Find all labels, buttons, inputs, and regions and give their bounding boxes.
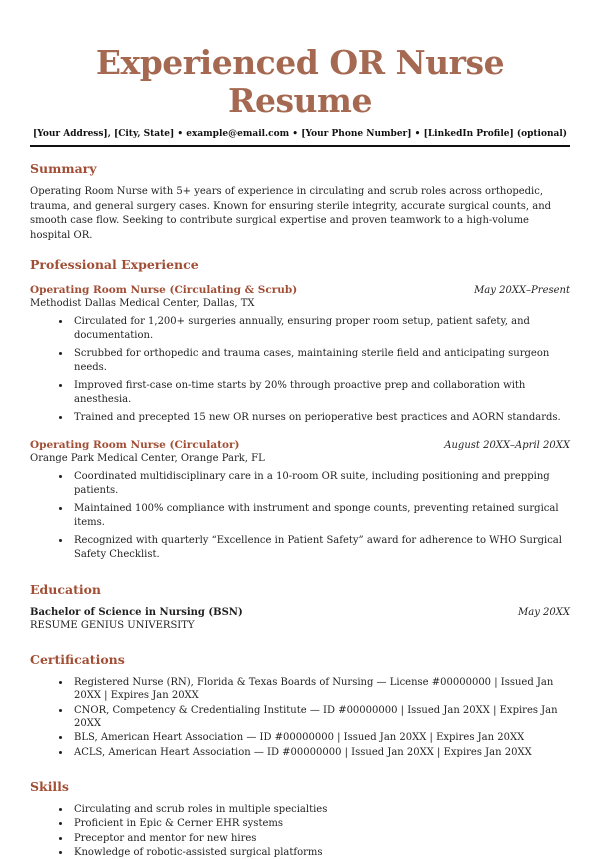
job-dates: August 20XX–April 20XX <box>444 440 570 451</box>
job-bullet: • Trained and precepted 15 new OR nurses on perioperative best practices and AORN standards. <box>71 411 570 425</box>
school-name: RESUME GENIUS UNIVERSITY <box>30 619 570 632</box>
degree-name: Bachelor of Science in Nursing (BSN) <box>30 606 243 619</box>
certification-item: • CNOR, Competency & Credentialing Institute — ID #00000000 | Issued Jan 20XX | Expires Jan 20XX <box>71 704 570 730</box>
job-bullet-list <box>30 470 570 562</box>
header-divider <box>30 145 570 147</box>
skills-heading: Skills <box>30 779 570 794</box>
job-bullet: • Coordinated multidisciplinary care in a 10-room OR suite, including positioning and prepping patients. <box>71 470 570 498</box>
job-bullet-list <box>30 315 570 425</box>
job-header <box>30 439 570 452</box>
section-experience <box>30 257 570 562</box>
section-certifications <box>30 652 570 759</box>
job-header <box>30 284 570 297</box>
job-bullet: • Scrubbed for orthopedic and trauma cases, maintaining sterile field and anticipating surgeon needs. <box>71 347 570 375</box>
certification-item: • ACLS, American Heart Association — ID #00000000 | Issued Jan 20XX | Expires Jan 20XX <box>71 746 570 759</box>
skill-item: • Proficient in Epic & Cerner EHR systems <box>71 817 570 830</box>
summary-heading: Summary <box>30 161 570 176</box>
skill-list <box>30 803 570 859</box>
job-bullet: • Circulated for 1,200+ surgeries annually, ensuring proper room setup, patient safety, and documentation. <box>71 315 570 343</box>
job-title: Operating Room Nurse (Circulator) <box>30 439 240 452</box>
job-bullet: • Maintained 100% compliance with instrument and sponge counts, preventing retained surgical items. <box>71 502 570 530</box>
section-education <box>30 582 570 632</box>
certification-item: • Registered Nurse (RN), Florida & Texas Boards of Nursing — License #00000000 | Issued Jan 20XX | Expires Jan 20XX <box>71 676 570 702</box>
skill-item: • Preceptor and mentor for new hires <box>71 832 570 845</box>
experience-heading: Professional Experience <box>30 257 570 272</box>
job-company: Methodist Dallas Medical Center, Dallas, TX <box>30 297 570 310</box>
job-dates: May 20XX–Present <box>474 285 570 296</box>
education-dates: May 20XX <box>518 607 570 618</box>
skill-item: • Knowledge of robotic-assisted surgical platforms <box>71 846 570 859</box>
page-title: Experienced OR Nurse Resume <box>30 44 570 120</box>
certifications-heading: Certifications <box>30 652 570 667</box>
summary-text: Operating Room Nurse with 5+ years of experience in circulating and scrub roles across orthopedic, trauma, and general surgery cases. Known for ensuring sterile integrity, accurate surgical counts, and smooth case flow. Seeking to contribute surgical expertise and proven teamwork to a high-volume hospital OR. <box>30 185 570 243</box>
section-skills <box>30 779 570 859</box>
job-bullet: • Improved first-case on-time starts by 20% through proactive prep and collaboration with anesthesia. <box>71 379 570 407</box>
job-entry <box>30 284 570 425</box>
job-company: Orange Park Medical Center, Orange Park, FL <box>30 452 570 465</box>
section-summary <box>30 161 570 243</box>
contact-info: [Your Address], [City, State] • example@email.com • [Your Phone Number] • [LinkedIn Profile] (optional) <box>30 128 570 141</box>
job-bullet: • Recognized with quarterly “Excellence in Patient Safety” award for adherence to WHO Surgical Safety Checklist. <box>71 534 570 562</box>
job-entry <box>30 439 570 562</box>
certification-list <box>30 676 570 759</box>
education-entry <box>30 606 570 632</box>
job-title: Operating Room Nurse (Circulating & Scrub) <box>30 284 297 297</box>
education-header <box>30 606 570 619</box>
education-heading: Education <box>30 582 570 597</box>
certification-item: • BLS, American Heart Association — ID #00000000 | Issued Jan 20XX | Expires Jan 20XX <box>71 731 570 744</box>
skill-item: • Circulating and scrub roles in multiple specialties <box>71 803 570 816</box>
